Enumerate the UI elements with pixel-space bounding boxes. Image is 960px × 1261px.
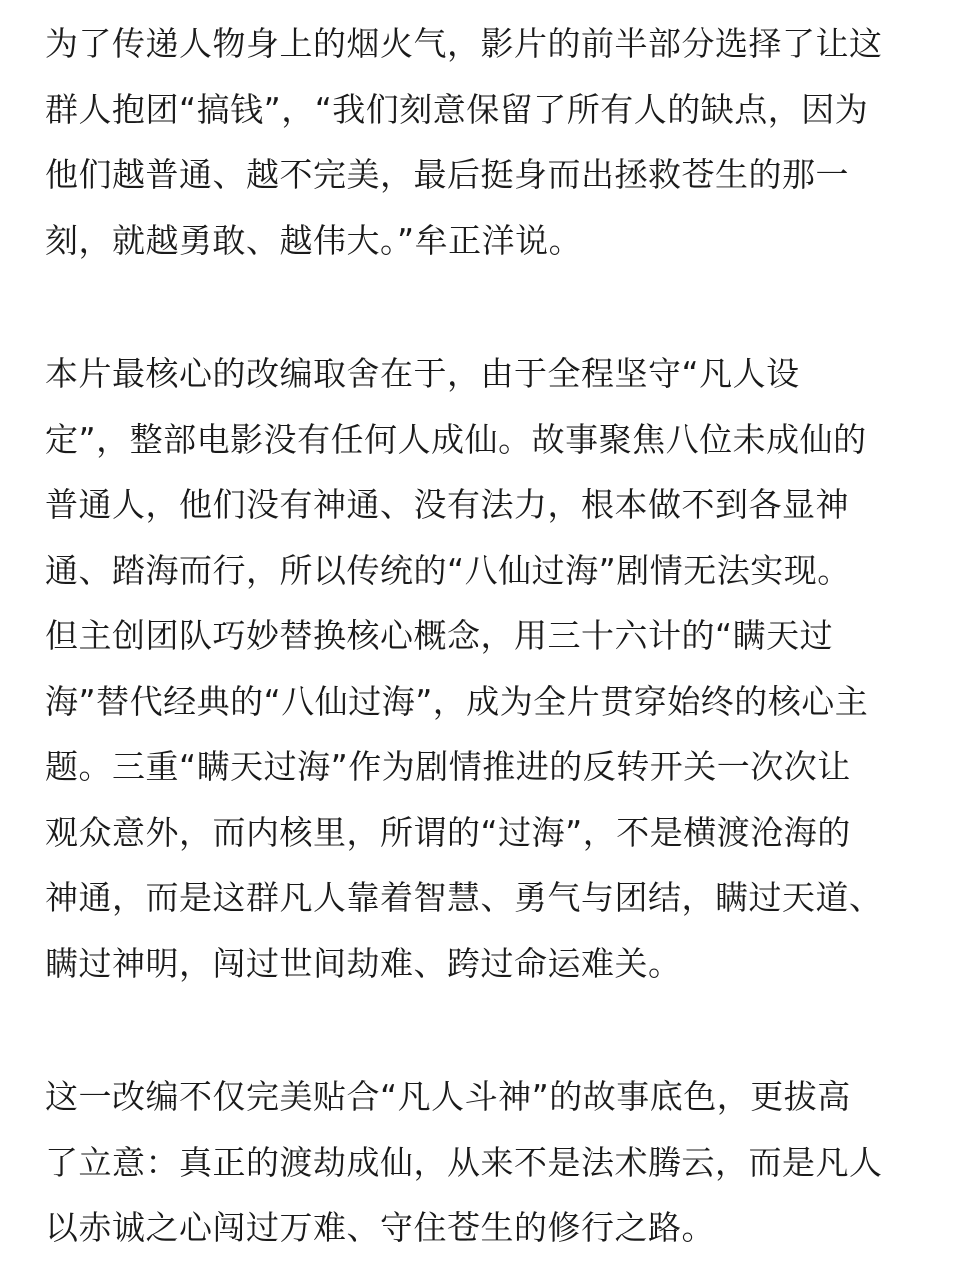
paragraph-spacer [45, 996, 925, 1064]
article-body [45, 11, 925, 1261]
text-line: 他们越普通、越不完美，最后挺身而出拯救苍生的那一 [45, 155, 849, 194]
paragraph-2 [45, 341, 925, 996]
text-line: 普通人，他们没有神通、没有法力，根本做不到各显神 [45, 485, 849, 524]
text-line: 这一改编不仅完美贴合“凡人斗神”的故事底色，更拔高 [45, 1077, 851, 1116]
text-line: 通、踏海而行，所以传统的“八仙过海”剧情无法实现。 [45, 550, 851, 590]
text-line: 但主创团队巧妙替换核心概念，用三十六计的“瞒天过 [45, 616, 834, 655]
text-line: 为了传递人物身上的烟火气，影片的前半部分选择了让这 [45, 24, 883, 63]
text-line: 以赤诚之心闯过万难、守住苍生的修行之路。 [45, 1208, 715, 1247]
text-line: 定”，整部电影没有任何人成仙。故事聚焦八位未成仙的 [45, 419, 867, 459]
text-line: 神通，而是这群凡人靠着智慧、勇气与团结，瞒过天道、 [45, 878, 883, 917]
text-line: 观众意外，而内核里，所谓的“过海”，不是横渡沧海的 [45, 812, 851, 852]
paragraph-1 [45, 11, 925, 273]
paragraph-3 [45, 1064, 925, 1261]
text-line: 刻，就越勇敢、越伟大。”牟正洋说。 [45, 220, 583, 260]
text-line: 题。三重“瞒天过海”作为剧情推进的反转开关一次次让 [45, 747, 851, 786]
text-line: 瞒过神明，闯过世间劫难、跨过命运难关。 [45, 943, 682, 983]
text-line: 海”替代经典的“八仙过海”，成为全片贯穿始终的核心主 [45, 681, 869, 721]
text-line: 群人抱团“搞钱”，“我们刻意保留了所有人的缺点，因为 [45, 89, 869, 129]
paragraph-spacer [45, 273, 925, 341]
text-line: 本片最核心的改编取舍在于，由于全程坚守“凡人设 [45, 354, 800, 393]
text-line: 了立意：真正的渡劫成仙，从来不是法术腾云，而是凡人 [45, 1142, 883, 1182]
